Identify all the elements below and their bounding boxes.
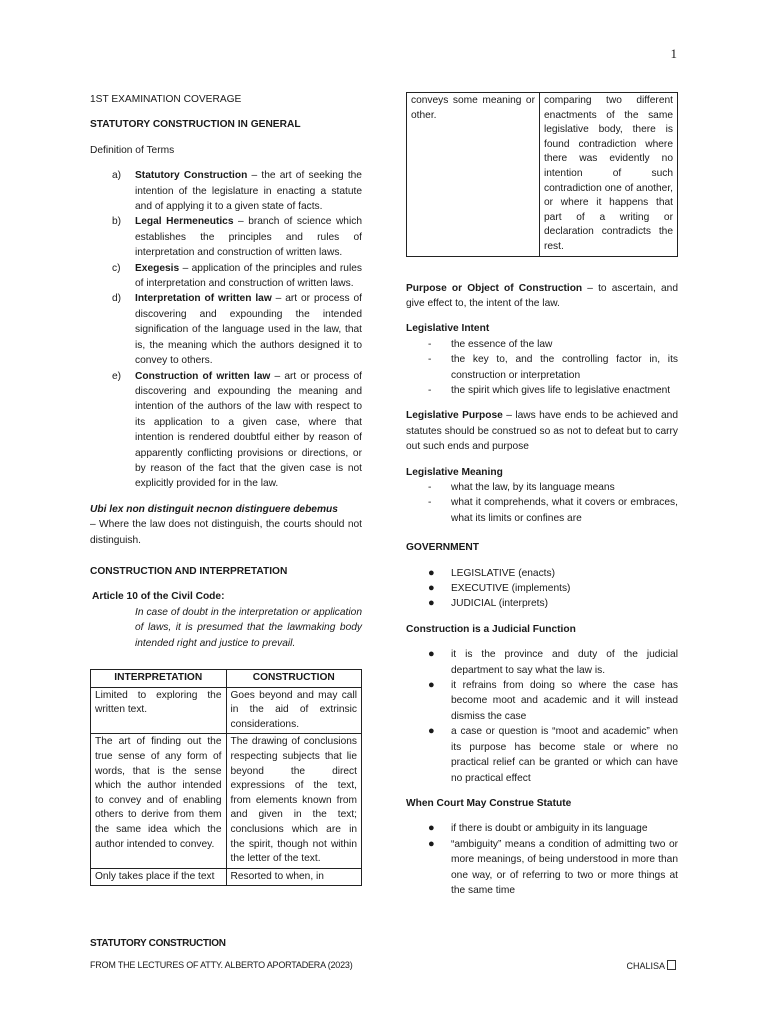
bullet-icon: ●: [428, 582, 435, 595]
list-item-text: the essence of the law: [451, 338, 553, 350]
maxim-text: Ubi lex non distinguit necnon distinguere debemus: [90, 503, 338, 515]
definition-label: c): [112, 262, 121, 274]
judicial-list: [406, 647, 678, 786]
legislative-purpose-paragraph: [406, 408, 678, 454]
list-item: [406, 480, 678, 495]
table-row: [407, 93, 678, 257]
list-item-text: EXECUTIVE (implements): [451, 583, 571, 595]
definition-list: [90, 168, 362, 492]
meaning-heading: Legislative Meaning: [406, 466, 503, 478]
purpose-paragraph: [406, 281, 678, 312]
list-item: [406, 724, 678, 786]
bullet-icon: ●: [428, 822, 435, 835]
page-number: 1: [670, 46, 677, 61]
bullet-icon: ●: [428, 837, 435, 850]
list-item-text: “ambiguity” means a condition of admitting two or more meanings, of being understood in more than one way, or of referring to two or more things at the same time: [451, 838, 678, 896]
definition-label: d): [112, 293, 122, 305]
right-column: [406, 92, 678, 898]
list-item: [406, 495, 678, 526]
table-cell: comparing two different enactments of the same legislative body, there is found contradiction where there was evidently no intention of such contradiction one of another, or where it happens that part of a writing or declaration contradicts the rest.: [540, 93, 678, 257]
purpose-text: – to ascertain, and give effect to, the intent of the law.: [406, 282, 678, 309]
table-header-row: [91, 670, 362, 688]
footer-author-name: CHALISA: [626, 961, 665, 971]
definition-term: Construction of written law: [135, 370, 271, 382]
definition-text: – art or process of discovering and expounding the meaning and intention of the authors of the law with respect to its application to a given case, where that intention is rendered doubtful either by reason of apparently conflicting provisions or directions, or by reason of the fact that the given case is not explicitly provided for in the law.: [135, 370, 362, 490]
definition-heading: Definition of Terms: [90, 144, 175, 156]
definition-item: [90, 261, 362, 292]
government-heading: GOVERNMENT: [406, 542, 480, 554]
table-cell: Only takes place if the text: [91, 868, 227, 886]
list-item-text: if there is doubt or ambiguity in its language: [451, 823, 648, 835]
definition-text: – art or process of discovering and expounding the intended signification of the language used in the law, that is, the meaning which the authors designed it to convey to others.: [135, 293, 363, 367]
table-cell: The art of finding out the true sense of any form of words, that is the sense which the author intended to convey and of enabling others to derive from them the same idea which the author intended to convey.: [91, 734, 227, 868]
coverage-heading: 1ST EXAMINATION COVERAGE: [90, 94, 242, 105]
meaning-list: [406, 480, 678, 526]
table-cell: Resorted to when, in: [226, 868, 362, 886]
table-cell: Limited to exploring the written text.: [91, 687, 227, 734]
list-item-text: JUDICIAL (interprets): [451, 598, 548, 610]
list-item: [406, 383, 678, 398]
table-cell: Goes beyond and may call in the aid of extrinsic considerations.: [226, 687, 362, 734]
list-item-text: it refrains from doing so where the case has become moot and academic and it will instead dismiss the case: [451, 680, 678, 722]
definition-term: Exegesis: [135, 262, 180, 274]
left-column: [90, 92, 362, 886]
definition-term: Statutory Construction: [135, 170, 248, 182]
footer-author: [626, 960, 676, 971]
list-item: [406, 678, 678, 724]
table-row: [91, 687, 362, 734]
bullet-icon: ●: [428, 679, 435, 692]
definition-text: – branch of science which establishes the principles and rules of interpretation and construction of written laws.: [135, 216, 362, 259]
maxim-explanation: – Where the law does not distinguish, the courts should not distinguish.: [90, 519, 362, 546]
section-heading-construction: CONSTRUCTION AND INTERPRETATION: [90, 565, 288, 577]
footer-title: STATUTORY CONSTRUCTION: [90, 938, 226, 949]
dash-marker: -: [428, 497, 432, 509]
legislative-purpose-term: Legislative Purpose: [406, 410, 503, 422]
dash-marker: -: [428, 384, 432, 396]
definition-label: b): [112, 216, 122, 228]
list-item-text: LEGISLATIVE (enacts): [451, 567, 555, 579]
definition-text: – application of the principles and rules of interpretation and construction of written laws.: [135, 262, 362, 290]
dash-marker: -: [428, 354, 432, 366]
list-item: [406, 821, 678, 836]
dash-marker: -: [428, 338, 432, 350]
list-item: [406, 337, 678, 352]
list-item-text: it is the province and duty of the judicial department to say what the law is.: [451, 649, 678, 676]
article-quote: In case of doubt in the interpretation or application of laws, it is presumed that the lawmaking body intended right and justice to prevail.: [135, 606, 362, 649]
bullet-icon: ●: [428, 566, 435, 579]
footer-source: FROM THE LECTURES OF ATTY. ALBERTO APORTADERA (2023): [90, 960, 353, 970]
court-heading: When Court May Construe Statute: [406, 797, 572, 809]
table-row: [91, 868, 362, 886]
court-list: [406, 821, 678, 898]
list-item: [406, 596, 678, 611]
definition-label: a): [112, 170, 122, 182]
table-cell: conveys some meaning or other.: [407, 93, 540, 257]
comparison-table-continued: [406, 92, 678, 257]
legislative-purpose-text: – laws have ends to be achieved and statutes should be construed so as not to defeat but to carry out such ends and purpose: [406, 410, 679, 453]
bullet-icon: ●: [428, 648, 435, 661]
definition-item: [90, 369, 362, 492]
table-cell: The drawing of conclusions respecting subjects that lie beyond the direct expressions of the text, from elements known from and given in the text; conclusions which are in the spirit, though not within the letter of the text.: [226, 734, 362, 868]
list-item: [406, 352, 678, 383]
list-item-text: a case or question is “moot and academic” when its purpose has become stale or where no practical relief can be granted or which can have no practical effect: [451, 726, 678, 784]
intent-list: [406, 337, 678, 399]
government-list: [406, 566, 678, 612]
list-item-text: what it comprehends, what it covers or embraces, what its limits or confines are: [451, 497, 678, 524]
list-item: [406, 837, 678, 899]
table-header-interpretation: INTERPRETATION: [91, 670, 227, 688]
definition-term: Interpretation of written law: [135, 293, 272, 305]
definition-item: [90, 168, 362, 214]
list-item-text: the key to, and the controlling factor in, its construction or interpretation: [451, 354, 678, 381]
heart-icon: [667, 960, 676, 970]
table-row: [91, 734, 362, 868]
section-heading-statutory: STATUTORY CONSTRUCTION IN GENERAL: [90, 119, 301, 131]
comparison-table: [90, 669, 362, 886]
definition-label: e): [112, 370, 122, 382]
list-item: [406, 647, 678, 678]
definition-item: [90, 214, 362, 260]
definition-term: Legal Hermeneutics: [135, 216, 234, 228]
list-item: [406, 581, 678, 596]
purpose-term: Purpose or Object of Construction: [406, 282, 583, 294]
bullet-icon: ●: [428, 597, 435, 610]
list-item: [406, 566, 678, 581]
article-heading: Article 10 of the Civil Code:: [92, 591, 225, 603]
maxim-heading: [90, 502, 362, 517]
intent-heading: Legislative Intent: [406, 323, 490, 335]
list-item-text: the spirit which gives life to legislative enactment: [451, 384, 671, 396]
bullet-icon: ●: [428, 725, 435, 738]
definition-item: [90, 291, 362, 368]
table-header-construction: CONSTRUCTION: [226, 670, 362, 688]
list-item-text: what the law, by its language means: [451, 482, 615, 493]
definition-text: – the art of seeking the intention of the legislature in enacting a statute and of applying it to a given state of facts.: [135, 170, 362, 213]
dash-marker: -: [428, 482, 432, 493]
judicial-heading: Construction is a Judicial Function: [406, 623, 576, 635]
